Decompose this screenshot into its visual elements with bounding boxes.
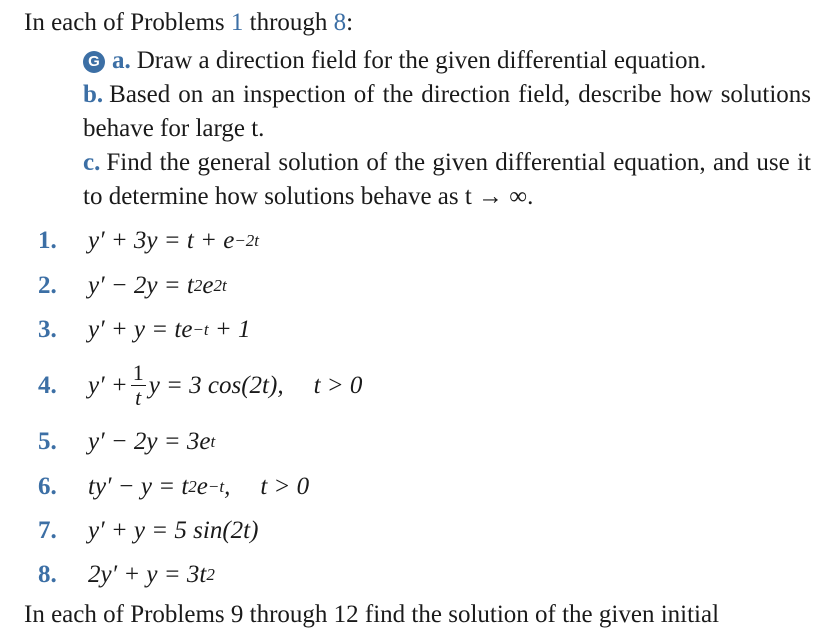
equation-tail: y = 3 cos(2t), — [148, 371, 284, 399]
intro-prefix: In each of Problems — [24, 9, 231, 36]
problem-number: 1. — [38, 227, 57, 254]
intro-suffix: : — [346, 9, 354, 36]
equation-body: y′ + 3y = t + e — [88, 227, 235, 254]
equation-body: y′ − 2y = 3e — [88, 428, 211, 455]
equation-exponent: −t — [192, 320, 209, 339]
equation-exponent: 2 — [193, 276, 203, 295]
graphing-icon: G — [83, 51, 105, 73]
equation — [88, 517, 258, 545]
equation-exponent: 2 — [188, 477, 197, 496]
part-b-label: b. — [83, 81, 104, 108]
intro-middle: through — [243, 9, 334, 36]
cutoff-next-paragraph: In each of Problems 9 through 12 find the solution of the given initial — [24, 601, 720, 628]
fraction-numerator: 1 — [132, 360, 144, 385]
part-c-label: c. — [83, 149, 101, 176]
intro-sentence — [24, 6, 353, 40]
equation-body: y′ − 2y = t — [88, 272, 194, 299]
equation-tail: , — [224, 473, 231, 500]
equation-condition: t > 0 — [313, 371, 363, 399]
equation — [88, 272, 227, 300]
problem-number: 4. — [38, 371, 57, 399]
fraction-denominator: t — [135, 385, 142, 410]
problem-number: 3. — [38, 316, 57, 343]
equation-exponent: −t — [207, 477, 225, 496]
equation-body: ty′ − y = t — [88, 473, 189, 500]
problem-number: 8. — [38, 561, 57, 588]
equation — [88, 561, 215, 589]
equation-exponent: 2 — [206, 565, 215, 584]
equation-exponent: 2t — [213, 276, 227, 295]
problem-1-link[interactable]: 1 — [230, 9, 244, 36]
problem-8 — [38, 561, 215, 589]
equation-body: 2y′ + y = 3t — [88, 561, 207, 588]
part-a-text: Draw a direction field for the given differential equation. — [136, 47, 707, 74]
equation-mid: e — [196, 473, 208, 500]
instruction-parts — [83, 44, 811, 214]
equation — [88, 473, 230, 501]
problem-7 — [38, 517, 258, 545]
problem-6 — [38, 473, 309, 501]
part-b — [83, 78, 811, 146]
problem-4 — [38, 362, 362, 409]
part-a-label: a. — [112, 47, 131, 74]
equation-body: y′ + y = te — [88, 316, 193, 343]
equation-lead: y′ + — [88, 371, 128, 399]
problem-5 — [38, 428, 215, 456]
problem-8-link[interactable]: 8 — [333, 9, 347, 36]
part-b-text: Based on an inspection of the direction field, describe how solutions behave for large t. — [83, 81, 811, 142]
problem-number: 7. — [38, 517, 57, 544]
problem-2 — [38, 272, 227, 300]
problem-number: 2. — [38, 272, 57, 299]
problem-number: 5. — [38, 428, 57, 455]
equation-tail: + 1 — [208, 316, 251, 343]
part-c — [83, 146, 811, 214]
equation-exponent: −2t — [234, 231, 260, 250]
equation — [88, 362, 284, 409]
problem-3 — [38, 316, 251, 344]
equation — [88, 316, 251, 344]
problem-number: 6. — [38, 473, 57, 500]
equation-exponent: t — [210, 432, 216, 451]
part-c-text: Find the general solution of the given differential equation, and use it to determine how solutions behave as t → ∞. — [83, 149, 811, 210]
fraction — [131, 362, 146, 409]
equation-mid: e — [202, 272, 214, 299]
equation-body: y′ + y = 5 sin(2t) — [88, 517, 259, 544]
equation — [88, 428, 215, 456]
problem-1 — [38, 227, 259, 255]
part-a — [83, 44, 811, 78]
equation — [88, 227, 259, 255]
equation-condition: t > 0 — [260, 473, 310, 500]
